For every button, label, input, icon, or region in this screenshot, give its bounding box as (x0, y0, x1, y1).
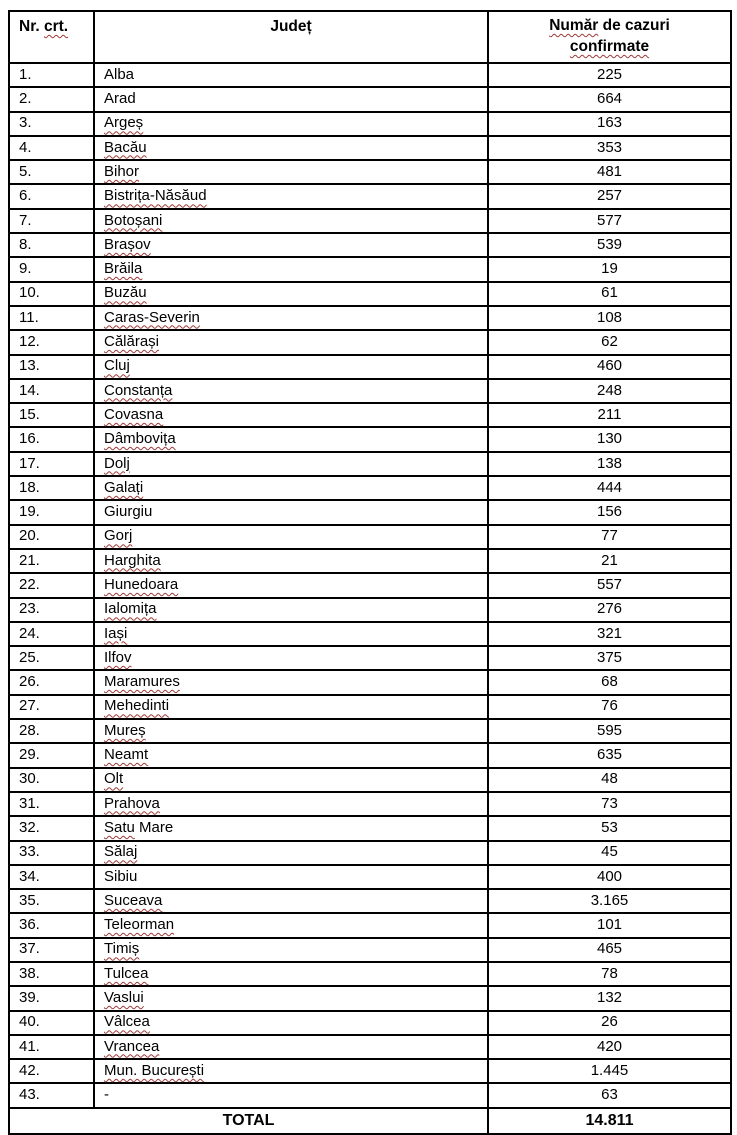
county-name (94, 646, 488, 670)
row-number: 25. (9, 646, 94, 670)
county-name: - (94, 1083, 488, 1107)
cases-value: 108 (488, 306, 731, 330)
county-name (94, 792, 488, 816)
misspelled-word: Bihor (104, 162, 140, 180)
cases-value: 557 (488, 573, 731, 597)
row-number: 26. (9, 670, 94, 694)
cases-value: 375 (488, 646, 731, 670)
header-text: Județ (270, 18, 312, 35)
cases-value: 1.445 (488, 1059, 731, 1083)
misspelled-word: Prahova (104, 794, 160, 812)
misspelled-word: Brașov (104, 235, 151, 253)
row-number: 34. (9, 865, 94, 889)
cases-value: 444 (488, 476, 731, 500)
table-row (9, 962, 731, 986)
table-row (9, 233, 731, 257)
county-name (94, 282, 488, 306)
table-row (9, 768, 731, 792)
table-row (9, 573, 731, 597)
cases-value: 68 (488, 670, 731, 694)
cases-value: 78 (488, 962, 731, 986)
table-row (9, 184, 731, 208)
table-row (9, 525, 731, 549)
cases-value: 53 (488, 816, 731, 840)
county-name (94, 573, 488, 597)
row-number: 19. (9, 500, 94, 524)
cases-value: 276 (488, 598, 731, 622)
row-number: 17. (9, 452, 94, 476)
county-name (94, 913, 488, 937)
county-name (94, 427, 488, 451)
row-number: 41. (9, 1035, 94, 1059)
table-row (9, 403, 731, 427)
misspelled-word: Mehedinti (104, 697, 170, 715)
county-name (94, 112, 488, 136)
misspelled-word: Ialomița (104, 600, 157, 618)
row-number: 13. (9, 355, 94, 379)
cases-value: 21 (488, 549, 731, 573)
table-row (9, 330, 731, 354)
misspelled-word: Bacău (104, 138, 147, 156)
table-row (9, 379, 731, 403)
cases-value: 3.165 (488, 889, 731, 913)
row-number: 22. (9, 573, 94, 597)
cases-value: 63 (488, 1083, 731, 1107)
row-number: 30. (9, 768, 94, 792)
table-row (9, 913, 731, 937)
county-name (94, 549, 488, 573)
cases-value: 465 (488, 938, 731, 962)
row-number: 28. (9, 719, 94, 743)
county-name (94, 184, 488, 208)
table-row (9, 646, 731, 670)
row-number: 18. (9, 476, 94, 500)
row-number: 3. (9, 112, 94, 136)
table-row (9, 816, 731, 840)
table-row (9, 695, 731, 719)
misspelled-word: Galați (104, 478, 144, 496)
total-label: TOTAL (9, 1108, 488, 1134)
misspelled-word: Dâmbovița (104, 430, 176, 448)
row-number: 37. (9, 938, 94, 962)
row-number: 31. (9, 792, 94, 816)
table-row (9, 1059, 731, 1083)
county-name (94, 622, 488, 646)
cases-value: 138 (488, 452, 731, 476)
cases-value: 460 (488, 355, 731, 379)
county-name (94, 986, 488, 1010)
misspelled-word: Satu (104, 818, 135, 836)
county-name (94, 136, 488, 160)
row-number: 8. (9, 233, 94, 257)
county-name (94, 938, 488, 962)
cases-value: 595 (488, 719, 731, 743)
header-judet (94, 11, 488, 63)
row-number: 27. (9, 695, 94, 719)
county-name (94, 719, 488, 743)
row-number: 10. (9, 282, 94, 306)
misspelled-word: Dolj (104, 454, 130, 472)
row-number: 33. (9, 841, 94, 865)
table-row (9, 841, 731, 865)
row-number: 20. (9, 525, 94, 549)
county-name (94, 257, 488, 281)
row-number: 36. (9, 913, 94, 937)
county-name (94, 306, 488, 330)
county-name: Arad (94, 87, 488, 111)
cases-value: 45 (488, 841, 731, 865)
table-row (9, 889, 731, 913)
table-row (9, 938, 731, 962)
misspelled-word: Vâlcea (104, 1013, 150, 1031)
misspelled-word: Sălaj (104, 843, 138, 861)
row-number: 42. (9, 1059, 94, 1083)
county-name (94, 695, 488, 719)
cases-value: 400 (488, 865, 731, 889)
cases-value: 635 (488, 743, 731, 767)
misspelled-word: crt. (43, 18, 69, 35)
cases-value: 62 (488, 330, 731, 354)
table-row (9, 209, 731, 233)
row-number: 35. (9, 889, 94, 913)
county-name: Sibiu (94, 865, 488, 889)
cases-value: 163 (488, 112, 731, 136)
county-name: Alba (94, 63, 488, 87)
cases-value: 248 (488, 379, 731, 403)
row-number: 29. (9, 743, 94, 767)
row-number: 15. (9, 403, 94, 427)
misspelled-word: Timiș (104, 940, 140, 958)
cases-value: 48 (488, 768, 731, 792)
county-name (94, 1059, 488, 1083)
table-row (9, 63, 731, 87)
misspelled-word: Vaslui (104, 989, 144, 1007)
misspelled-word: Buzău (104, 284, 147, 302)
misspelled-word: Hunedoara (104, 576, 179, 593)
misspelled-word: Olt (104, 770, 124, 788)
table-row (9, 743, 731, 767)
county-name (94, 1011, 488, 1035)
table-row (9, 1011, 731, 1035)
cases-value: 101 (488, 913, 731, 937)
header-nr-crt (9, 11, 94, 63)
table-row (9, 622, 731, 646)
county-name: Giurgiu (94, 500, 488, 524)
table-row (9, 87, 731, 111)
cases-value: 77 (488, 525, 731, 549)
county-name (94, 525, 488, 549)
header-text: de cazuri (598, 17, 670, 35)
county-name (94, 379, 488, 403)
misspelled-word: Teleorman (104, 916, 175, 934)
misspelled-word: Argeș (104, 114, 144, 132)
misspelled-word: Brăila (104, 260, 143, 278)
county-name (94, 330, 488, 354)
cases-value: 577 (488, 209, 731, 233)
misspelled-word: Caras-Severin (104, 308, 200, 326)
county-name (94, 476, 488, 500)
cases-value: 73 (488, 792, 731, 816)
table-row (9, 598, 731, 622)
table-row (9, 670, 731, 694)
table-body (9, 63, 731, 1108)
row-number: 40. (9, 1011, 94, 1035)
row-number: 43. (9, 1083, 94, 1107)
misspelled-word: Neamt (104, 746, 149, 764)
county-name (94, 768, 488, 792)
row-number: 4. (9, 136, 94, 160)
table-row (9, 792, 731, 816)
misspelled-word: Harghita (104, 551, 161, 569)
county-name: Satu Mare (94, 816, 488, 840)
header-cases (488, 11, 731, 63)
row-number: 14. (9, 379, 94, 403)
county-name (94, 209, 488, 233)
row-number: 11. (9, 306, 94, 330)
county-name (94, 355, 488, 379)
county-name (94, 743, 488, 767)
cases-value: 321 (488, 622, 731, 646)
row-number: 38. (9, 962, 94, 986)
row-number: 6. (9, 184, 94, 208)
county-name (94, 598, 488, 622)
row-number: 12. (9, 330, 94, 354)
misspelled-word: Cluj (104, 357, 130, 375)
table-header (9, 11, 731, 63)
cases-value: 19 (488, 257, 731, 281)
table-row (9, 160, 731, 184)
table-row (9, 257, 731, 281)
misspelled-word: Mun. București (104, 1061, 205, 1079)
county-name (94, 889, 488, 913)
table-row (9, 355, 731, 379)
row-number: 24. (9, 622, 94, 646)
table-row (9, 1083, 731, 1107)
cases-value: 539 (488, 233, 731, 257)
cases-value: 211 (488, 403, 731, 427)
misspelled-word: Suceava (104, 891, 163, 909)
misspelled-word: Covasna (104, 405, 164, 423)
covid-cases-table (8, 10, 732, 1135)
cases-value: 130 (488, 427, 731, 451)
county-name (94, 670, 488, 694)
row-number: 32. (9, 816, 94, 840)
row-number: 1. (9, 63, 94, 87)
table-footer (9, 1108, 731, 1134)
county-name (94, 841, 488, 865)
misspelled-word: confirmate (569, 38, 650, 55)
table-row (9, 427, 731, 451)
county-name (94, 962, 488, 986)
misspelled-word: Mureș (104, 721, 146, 739)
table-row (9, 865, 731, 889)
cases-value: 225 (488, 63, 731, 87)
cases-value: 26 (488, 1011, 731, 1035)
row-number: 21. (9, 549, 94, 573)
row-number: 2. (9, 87, 94, 111)
misspelled-word: Număr (549, 17, 599, 35)
table-row (9, 452, 731, 476)
row-number: 39. (9, 986, 94, 1010)
header-text: Nr. (19, 18, 44, 35)
row-number: 7. (9, 209, 94, 233)
cases-value: 61 (488, 282, 731, 306)
county-name (94, 1035, 488, 1059)
table-row (9, 986, 731, 1010)
cases-value: 156 (488, 500, 731, 524)
misspelled-word: Constanța (104, 381, 173, 399)
cases-value: 76 (488, 695, 731, 719)
table-row (9, 112, 731, 136)
misspelled-word: Maramures (104, 673, 180, 691)
cases-value: 481 (488, 160, 731, 184)
table-row (9, 549, 731, 573)
county-name (94, 452, 488, 476)
misspelled-word: Călărași (104, 333, 160, 351)
cases-value: 353 (488, 136, 731, 160)
header-row (9, 11, 731, 63)
table-row (9, 306, 731, 330)
cases-value: 132 (488, 986, 731, 1010)
cases-value: 664 (488, 87, 731, 111)
misspelled-word: Vrancea (104, 1037, 160, 1055)
row-number: 9. (9, 257, 94, 281)
row-number: 16. (9, 427, 94, 451)
misspelled-word: Iași (104, 624, 128, 642)
table-row (9, 719, 731, 743)
county-name (94, 160, 488, 184)
total-value: 14.811 (488, 1108, 731, 1134)
row-number: 23. (9, 598, 94, 622)
misspelled-word: Bistrița-Năsăud (104, 187, 207, 205)
misspelled-word: Botoșani (104, 211, 163, 229)
cases-value: 420 (488, 1035, 731, 1059)
cases-value: 257 (488, 184, 731, 208)
county-name (94, 233, 488, 257)
table-row (9, 476, 731, 500)
misspelled-word: Tulcea (104, 964, 149, 982)
total-row (9, 1108, 731, 1134)
misspelled-word: Gorj (104, 527, 133, 545)
misspelled-word: Ilfov (104, 648, 132, 666)
table-row (9, 1035, 731, 1059)
county-name (94, 403, 488, 427)
row-number: 5. (9, 160, 94, 184)
table-row (9, 136, 731, 160)
table-row (9, 282, 731, 306)
table-row (9, 500, 731, 524)
